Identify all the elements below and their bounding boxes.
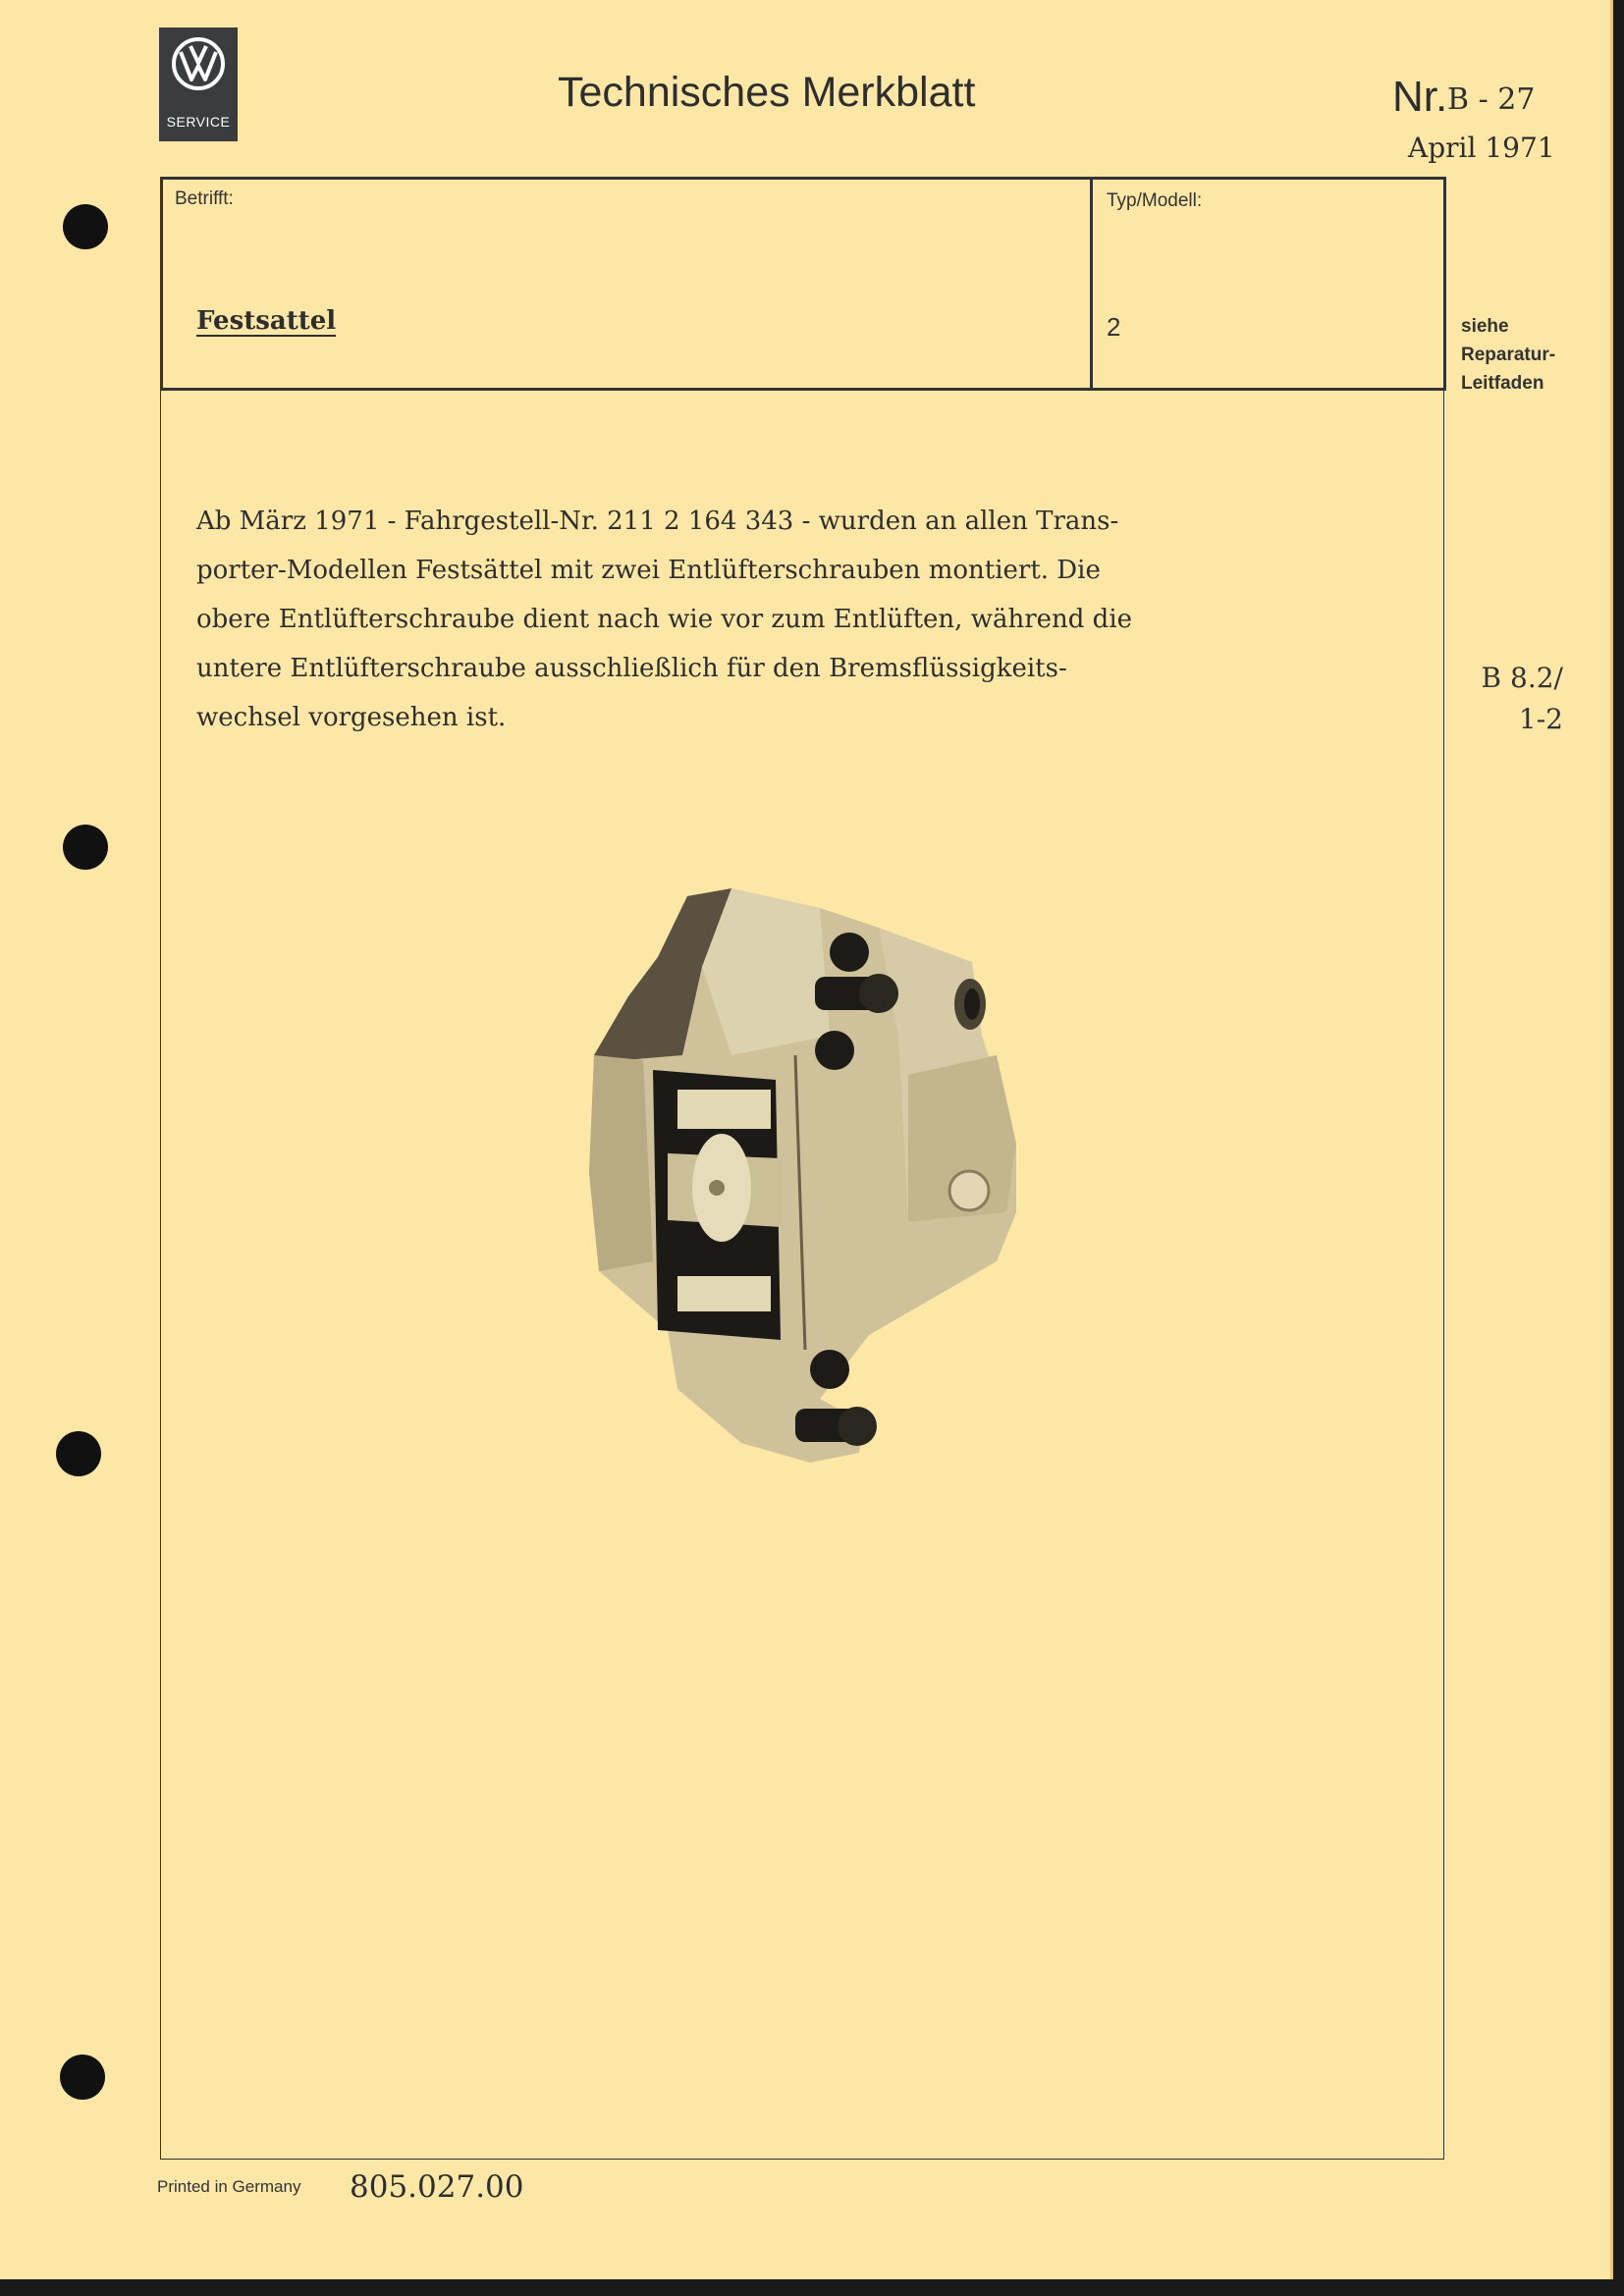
manual-reference: [1469, 658, 1563, 740]
body-line: obere Entlüfterschraube dient nach wie vor zum Entlüften, während die: [196, 605, 1133, 634]
reference-line: B 8.2/: [1481, 662, 1563, 694]
logo-service-text: SERVICE: [166, 114, 231, 130]
part-number: 805.027.00: [350, 2169, 524, 2205]
header-table: [160, 177, 1446, 391]
brake-caliper-photo: [584, 888, 1021, 1463]
punch-hole: [60, 2055, 105, 2100]
number-label: Nr.: [1392, 73, 1448, 121]
printed-in-note: Printed in Germany: [157, 2177, 301, 2196]
punch-hole: [63, 825, 108, 870]
see-line: Reparatur-: [1461, 345, 1556, 365]
document-date: April 1971: [1408, 132, 1555, 164]
reference-line: 1-2: [1518, 703, 1563, 735]
punch-hole: [63, 204, 108, 249]
header-divider: [1090, 177, 1093, 391]
vw-logo-icon: [171, 36, 226, 91]
see-line: siehe: [1461, 316, 1509, 337]
body-line: wechsel vorgesehen ist.: [196, 703, 507, 732]
body-line: Ab März 1971 - Fahrgestell-Nr. 211 2 164 343 - wurden an allen Trans-: [196, 507, 1119, 536]
document-title: Technisches Merkblatt: [558, 69, 976, 116]
model-value: 2: [1107, 312, 1121, 342]
see-manual-note: [1461, 312, 1555, 398]
vw-service-logo: [159, 27, 238, 141]
number-value: B - 27: [1447, 82, 1536, 117]
punch-hole: [56, 1431, 101, 1476]
body-line: untere Entlüfterschraube ausschließlich für den Bremsflüssigkeits-: [196, 654, 1067, 683]
subject-value: Festsattel: [196, 306, 337, 336]
body-line: porter-Modellen Festsättel mit zwei Entlüfterschrauben montiert. Die: [196, 556, 1101, 585]
body-text: [196, 497, 1355, 742]
betrifft-label: Betrifft:: [175, 188, 234, 209]
see-line: Leitfaden: [1461, 373, 1544, 394]
typ-modell-label: Typ/Modell:: [1107, 190, 1203, 211]
